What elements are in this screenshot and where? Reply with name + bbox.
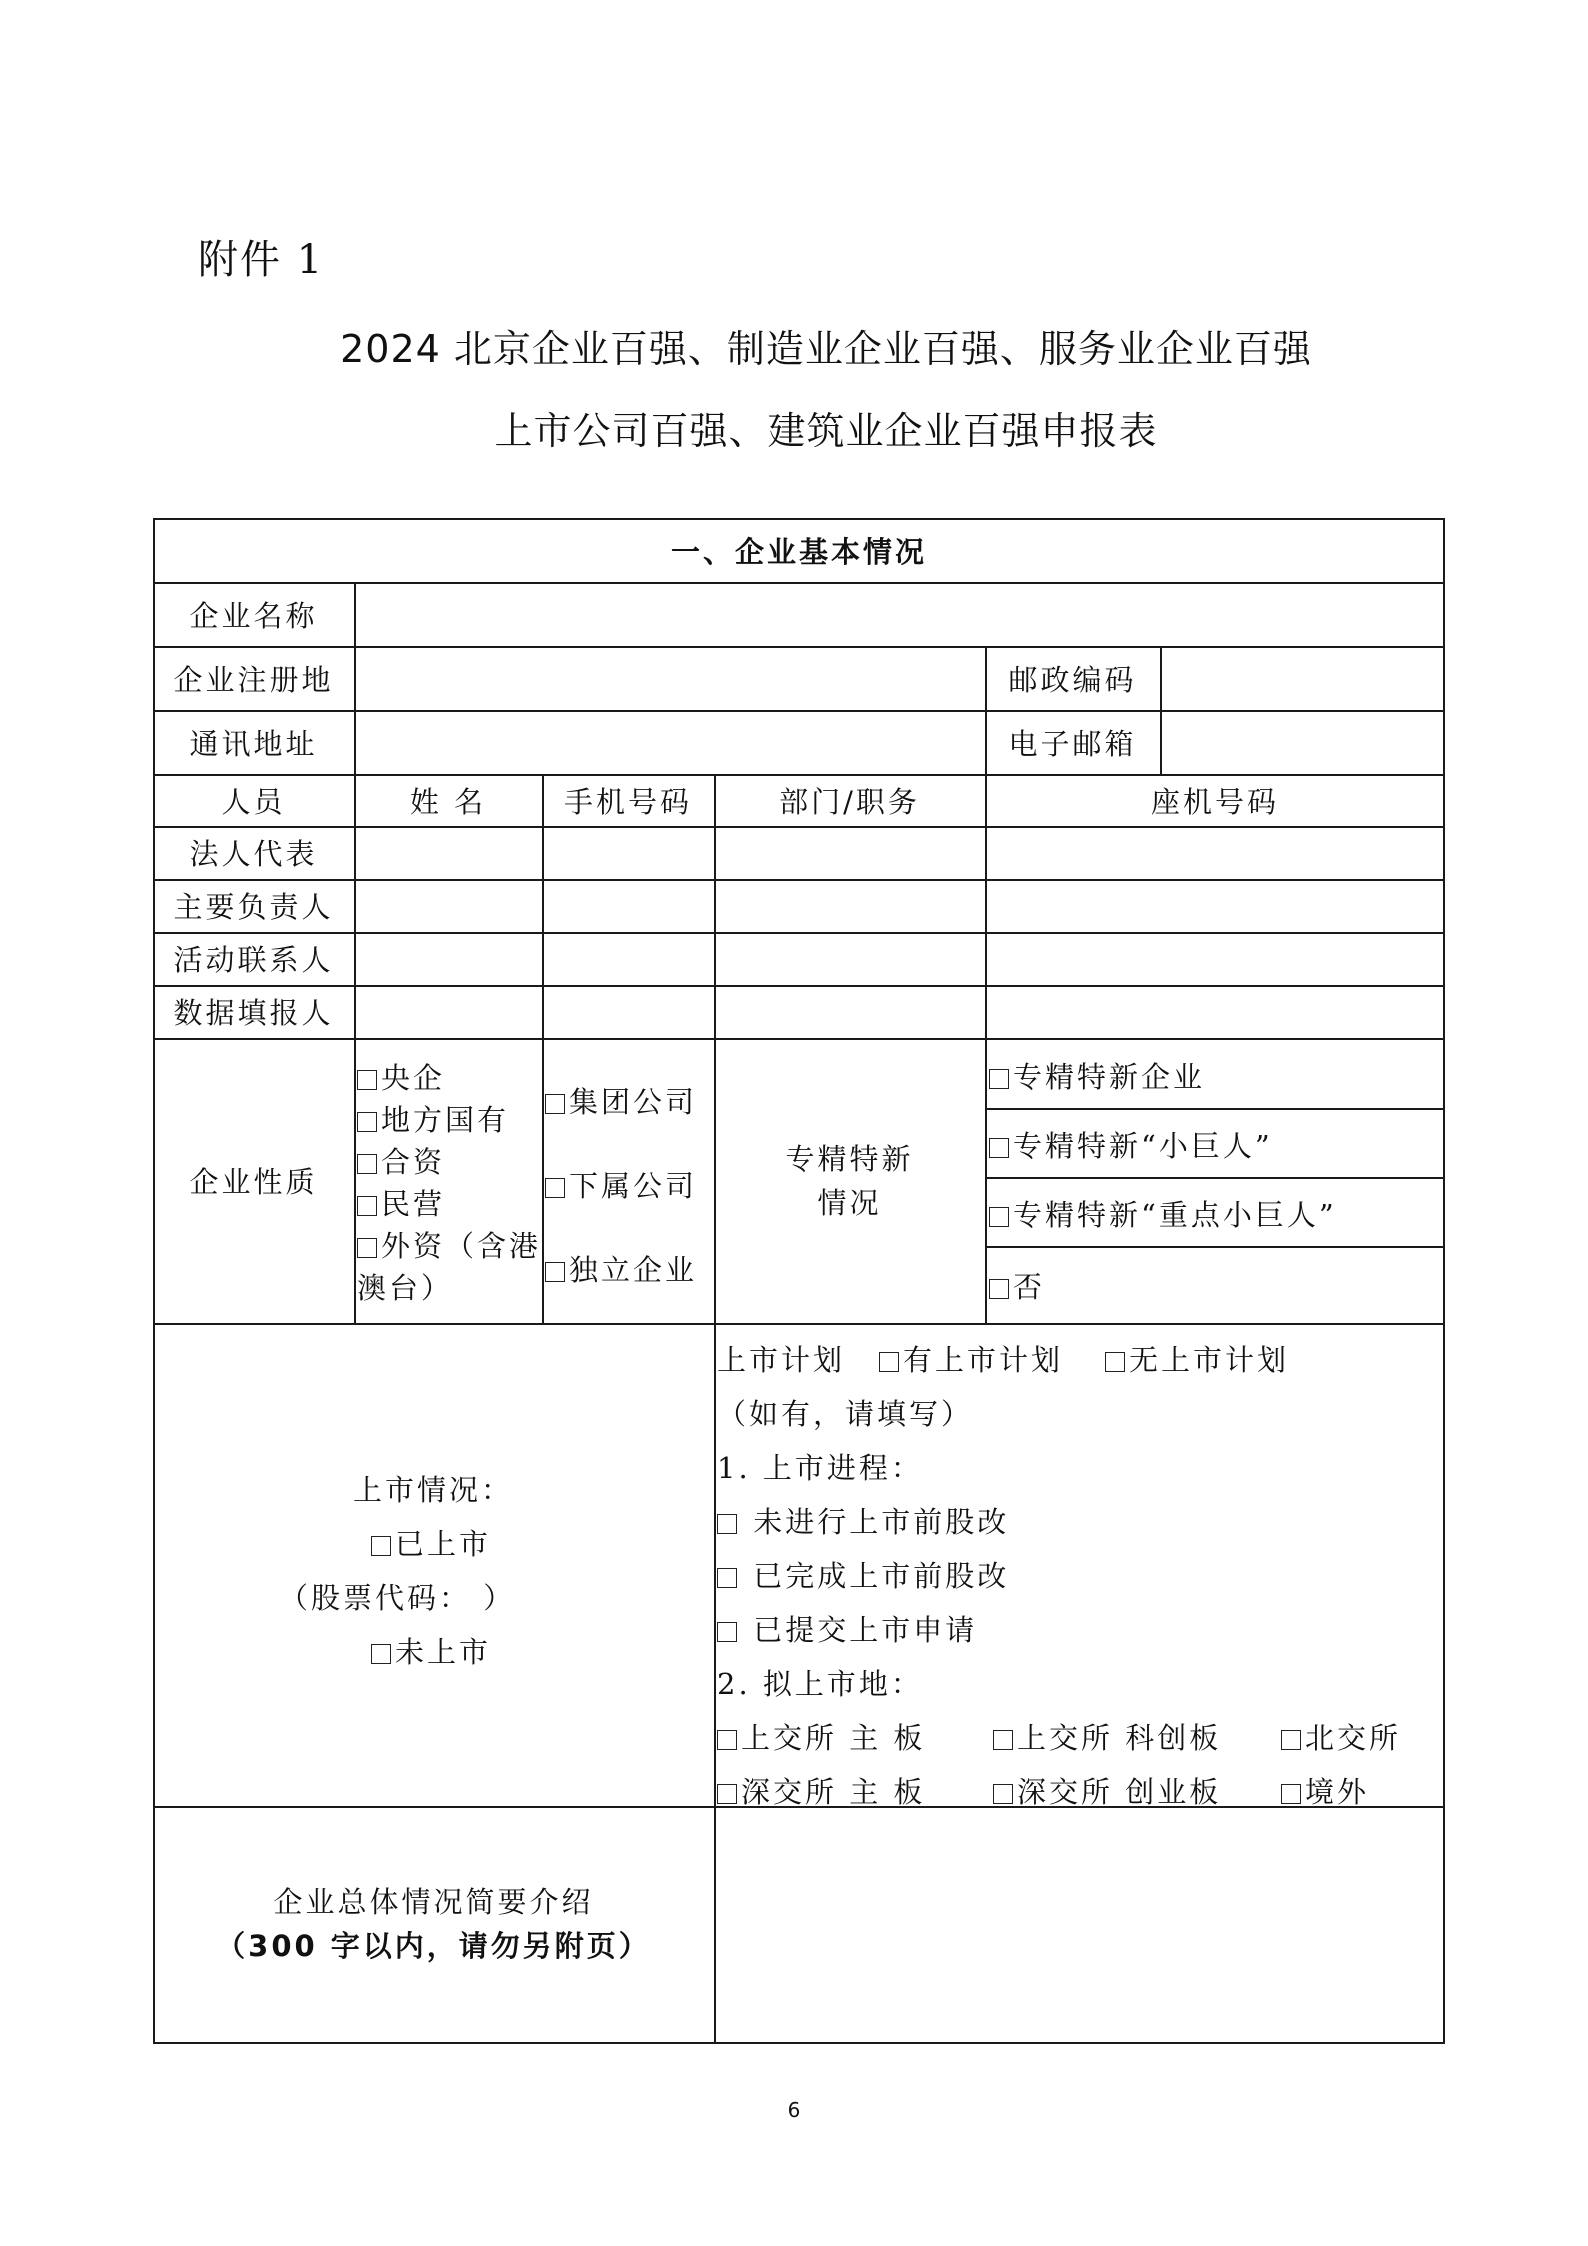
people-header-name: 姓 名: [409, 784, 487, 819]
listing-status-label: 上市情况：: [353, 1473, 514, 1507]
contact-mobile-field[interactable]: [544, 934, 713, 984]
checkbox-icon: [545, 1178, 565, 1198]
checkbox-icon: [879, 1352, 899, 1372]
reporter-department-field[interactable]: [716, 987, 984, 1037]
checkbox-icon: [1281, 1730, 1301, 1750]
intro-label-block: [153, 1806, 714, 2042]
checkbox-icon: [357, 1238, 377, 1258]
checkbox-icon: [1281, 1784, 1301, 1804]
place-option-szse-chinext[interactable]: 深交所 创业板: [993, 1770, 1221, 1811]
reporter-name-field[interactable]: [356, 987, 541, 1037]
checkbox-icon: [717, 1784, 737, 1804]
people-header-department: 部门/职务: [779, 784, 920, 819]
address-field[interactable]: [356, 712, 984, 773]
people-row-principal: 主要负责人: [173, 890, 334, 924]
place-option-overseas[interactable]: 境外: [1281, 1770, 1369, 1811]
people-row-legal-rep: 法人代表: [189, 837, 318, 871]
checkbox-icon: [545, 1262, 565, 1282]
progress-option-not-started[interactable]: 未进行上市前股改: [717, 1500, 1009, 1541]
company-name-label: 企业名称: [189, 598, 318, 633]
people-header-mobile: 手机号码: [563, 784, 692, 819]
enterprise-nature-label: 企业性质: [189, 1165, 318, 1199]
principal-mobile-field[interactable]: [544, 881, 713, 931]
company-name-field[interactable]: [356, 584, 1442, 645]
postcode-label: 邮政编码: [1008, 662, 1137, 697]
progress-option-completed[interactable]: 已完成上市前股改: [717, 1554, 1009, 1595]
ownership-option-foreign-cont: 澳台）: [357, 1271, 454, 1305]
legal-rep-landline-field[interactable]: [987, 828, 1442, 878]
ownership-option-central[interactable]: 央企: [357, 1056, 445, 1097]
ownership-option-local-state[interactable]: 地方国有: [357, 1098, 509, 1139]
group-option-subsidiary[interactable]: 下属公司: [545, 1164, 697, 1205]
people-header-landline: 座机号码: [1150, 784, 1279, 819]
listing-plan-yes[interactable]: 有上市计划: [879, 1338, 1063, 1379]
stock-code-field[interactable]: （股票代码： ）: [279, 1581, 516, 1615]
listing-plan-no[interactable]: 无上市计划: [1105, 1338, 1289, 1379]
special-option-little-giant[interactable]: 专精特新“小巨人”: [989, 1124, 1273, 1165]
intro-label: 企业总体情况简要介绍: [273, 1885, 594, 1919]
registration-place-label: 企业注册地: [173, 662, 334, 697]
people-row-data-reporter: 数据填报人: [173, 996, 334, 1030]
progress-option-submitted[interactable]: 已提交上市申请: [717, 1608, 977, 1649]
checkbox-icon: [993, 1784, 1013, 1804]
place-option-sse-star[interactable]: 上交所 科创板: [993, 1716, 1221, 1757]
listing-plan-note: （如有，请填写）: [717, 1397, 974, 1431]
checkbox-icon: [545, 1094, 565, 1114]
reporter-mobile-field[interactable]: [544, 987, 713, 1037]
principal-landline-field[interactable]: [987, 881, 1442, 931]
checkbox-icon: [989, 1279, 1009, 1299]
principal-name-field[interactable]: [356, 881, 541, 931]
people-row-contact: 活动联系人: [173, 943, 334, 977]
listing-option-listed[interactable]: 已上市: [371, 1522, 491, 1563]
special-option-none[interactable]: 否: [989, 1265, 1045, 1306]
application-form-table: [153, 518, 1445, 2044]
attachment-label: 附件 1: [198, 237, 325, 283]
group-option-independent[interactable]: 独立企业: [545, 1248, 697, 1289]
address-label: 通讯地址: [189, 726, 318, 761]
email-field[interactable]: [1162, 712, 1442, 773]
checkbox-icon: [989, 1207, 1009, 1227]
place-option-sse-main[interactable]: 上交所 主 板: [717, 1716, 925, 1757]
intro-text-field[interactable]: [716, 1808, 1442, 2041]
legal-rep-name-field[interactable]: [356, 828, 541, 878]
special-option-key-little-giant[interactable]: 专精特新“重点小巨人”: [989, 1193, 1337, 1234]
email-label: 电子邮箱: [1008, 726, 1137, 761]
listing-plan-label: 上市计划: [717, 1343, 846, 1377]
contact-landline-field[interactable]: [987, 934, 1442, 984]
checkbox-icon: [371, 1536, 391, 1556]
checkbox-icon: [993, 1730, 1013, 1750]
special-option-enterprise[interactable]: 专精特新企业: [989, 1055, 1205, 1096]
checkbox-icon: [357, 1070, 377, 1090]
postcode-field[interactable]: [1162, 648, 1442, 709]
form-title-line1: 2024 北京企业百强、制造业企业百强、服务业企业百强: [340, 327, 1312, 371]
principal-department-field[interactable]: [716, 881, 984, 931]
intro-note: （300 字以内，请勿另附页）: [216, 1929, 651, 1963]
ownership-option-foreign[interactable]: 外资（含港: [357, 1224, 541, 1265]
page-number: 6: [787, 2098, 801, 2122]
people-header-role: 人员: [221, 784, 286, 819]
checkbox-icon: [1105, 1352, 1125, 1372]
checkbox-icon: [717, 1622, 737, 1642]
checkbox-icon: [717, 1514, 737, 1534]
ownership-option-private[interactable]: 民营: [357, 1182, 445, 1223]
contact-name-field[interactable]: [356, 934, 541, 984]
checkbox-icon: [989, 1138, 1009, 1158]
listing-progress-label: 1. 上市进程：: [717, 1451, 923, 1485]
reporter-landline-field[interactable]: [987, 987, 1442, 1037]
registration-place-field[interactable]: [356, 648, 984, 709]
checkbox-icon: [989, 1069, 1009, 1089]
checkbox-icon: [717, 1568, 737, 1588]
contact-department-field[interactable]: [716, 934, 984, 984]
special-status-label: 专精特新 情况: [785, 1141, 914, 1220]
place-option-szse-main[interactable]: 深交所 主 板: [717, 1770, 925, 1811]
checkbox-icon: [357, 1112, 377, 1132]
checkbox-icon: [371, 1644, 391, 1664]
section-title: 一、企业基本情况: [670, 534, 927, 569]
legal-rep-department-field[interactable]: [716, 828, 984, 878]
checkbox-icon: [357, 1154, 377, 1174]
group-option-group[interactable]: 集团公司: [545, 1080, 697, 1121]
form-title-line2: 上市公司百强、建筑业企业百强申报表: [494, 409, 1158, 453]
listing-option-unlisted[interactable]: 未上市: [371, 1630, 491, 1671]
checkbox-icon: [357, 1196, 377, 1216]
checkbox-icon: [717, 1730, 737, 1750]
listing-place-label: 2. 拟上市地：: [717, 1667, 923, 1701]
legal-rep-mobile-field[interactable]: [544, 828, 713, 878]
ownership-option-joint-venture[interactable]: 合资: [357, 1140, 445, 1181]
place-option-bse[interactable]: 北交所: [1281, 1716, 1401, 1757]
